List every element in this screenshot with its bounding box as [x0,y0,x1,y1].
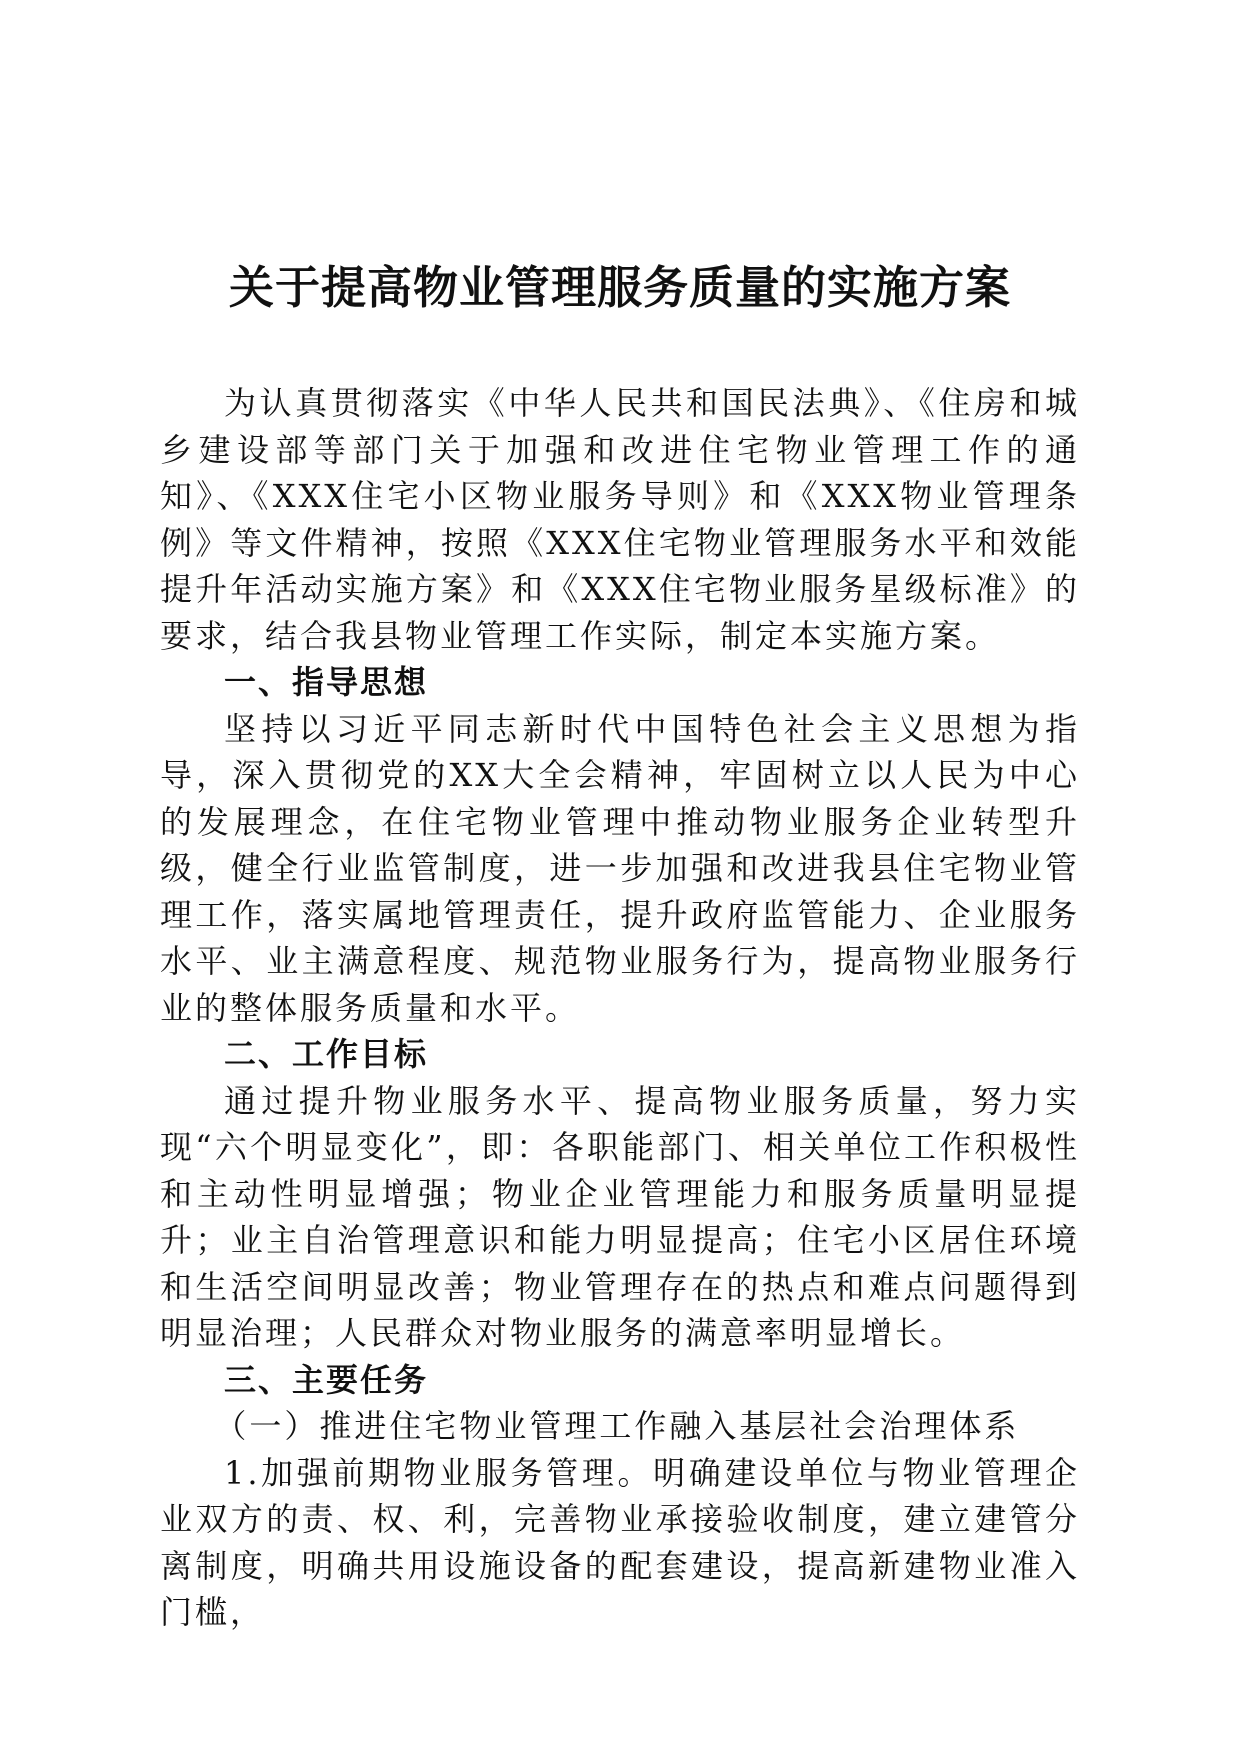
section-heading-main-tasks: 三、主要任务 [224,1360,429,1399]
main-tasks-subheading: （一）推进住宅物业管理工作融入基层社会治理体系 [214,1407,1020,1445]
guiding-ideology-paragraph: 坚持以习近平同志新时代中国特色社会主义思想为指导，深入贯彻党的XX大全会精神，牢固树立以人民为中心的发展理念，在住宅物业管理中推动物业服务企业转型升级，健全行业监管制度，进一步加强和改进我县住宅物业管理工作，落实属地管理责任，提升政府监管能力、企业服务水平、业主满意程度、规范物业服务行为，提高物业服务行业的整体服务质量和水平。 [160,709,1080,1027]
work-goals-paragraph: 通过提升物业服务水平、提高物业服务质量，努力实现“六个明显变化”，即：各职能部门、相关单位工作积极性和主动性明显增强；物业企业管理能力和服务质量明显提升；业主自治管理意识和能力明显提高；住宅小区居住环境和生活空间明显改善；物业管理存在的热点和难点问题得到明显治理；人民群众对物业服务的满意率明显增长。 [160,1081,1080,1352]
main-tasks-item-1: 1.加强前期物业服务管理。明确建设单位与物业管理企业双方的责、权、利，完善物业承接验收制度，建立建管分离制度，明确共用设施设备的配套建设，提高新建物业准入门槛， [160,1453,1080,1631]
document-body [160,380,1080,1636]
document-title: 关于提高物业管理服务质量的实施方案 [228,261,1011,314]
intro-paragraph: 为认真贯彻落实《中华人民共和国民法典》、《住房和城乡建设部等部门关于加强和改进住宅物业管理工作的通知》、《XXX住宅小区物业服务导则》和《XXX物业管理条例》等文件精神，按照《XXX住宅物业管理服务水平和效能提升年活动实施方案》和《XXX住宅物业服务星级标准》的要求，结合我县物业管理工作实际，制定本实施方案。 [160,384,1080,655]
section-heading-guiding-ideology: 一、指导思想 [224,663,429,701]
section-heading-work-goals: 二、工作目标 [224,1035,429,1073]
